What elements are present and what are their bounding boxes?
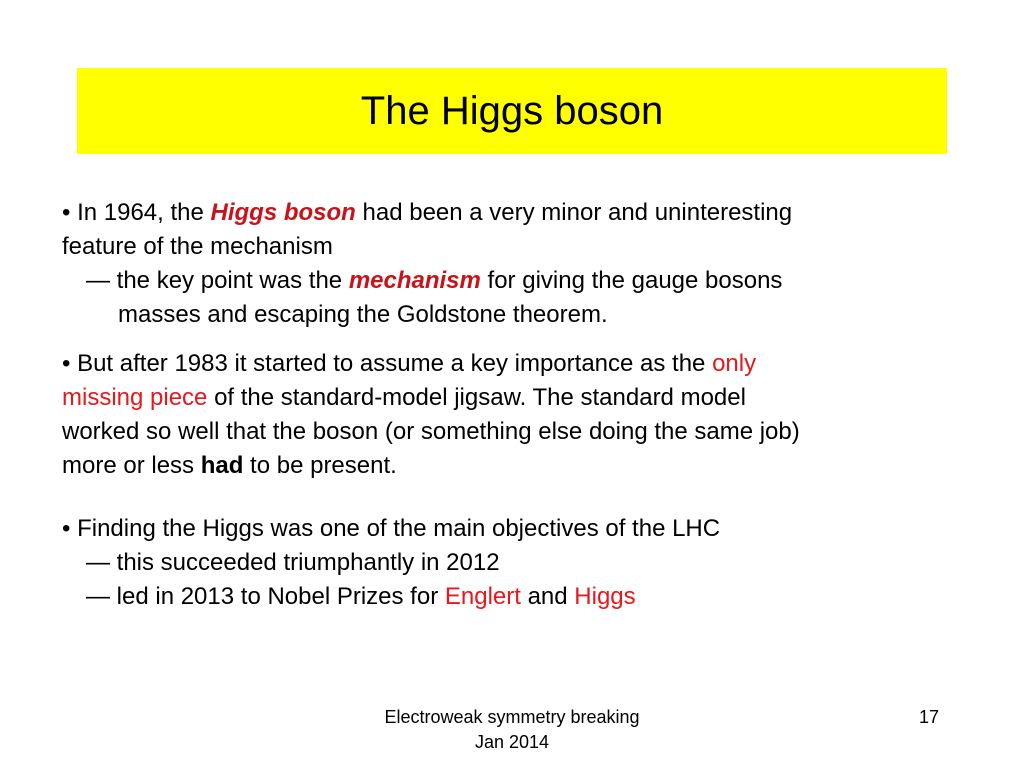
p1-text: had been a very minor and uninteresting bbox=[355, 199, 793, 226]
footer-title: Electroweak symmetry breaking bbox=[384, 707, 640, 727]
p3-line-2: — this succeeded triumphantly in 2012 bbox=[86, 549, 500, 576]
p2-text: to be present. bbox=[243, 452, 397, 479]
footer bbox=[352, 705, 672, 755]
p3-text: — led in 2013 to Nobel Prizes for bbox=[86, 583, 445, 610]
mechanism-emphasis: mechanism bbox=[348, 267, 481, 294]
paragraph-higgs-1964 bbox=[62, 196, 962, 332]
p2-line-4 bbox=[62, 449, 962, 483]
title-banner bbox=[77, 68, 947, 154]
page-number: 17 bbox=[918, 707, 939, 727]
p1-line-4: masses and escaping the Goldstone theorem. bbox=[118, 301, 608, 328]
p1-text: — the key point was the bbox=[86, 267, 349, 294]
p3-text: and bbox=[520, 583, 575, 610]
p1-line-3 bbox=[62, 264, 962, 298]
p2-line-3: worked so well that the boson (or something else doing the same job) bbox=[62, 418, 800, 445]
missing-piece-highlight: missing piece bbox=[62, 384, 208, 411]
englert-highlight: Englert bbox=[444, 583, 521, 610]
had-emphasis: had bbox=[200, 452, 244, 479]
p2-text: • But after 1983 it started to assume a key importance as the bbox=[62, 350, 713, 377]
slide-title: The Higgs boson bbox=[360, 89, 664, 133]
higgs-boson-emphasis: Higgs boson bbox=[210, 199, 356, 226]
higgs-highlight: Higgs bbox=[574, 583, 636, 610]
p2-text: of the standard-model jigsaw. The standard model bbox=[207, 384, 746, 411]
p1-line-2: feature of the mechanism bbox=[62, 233, 333, 260]
p3-line-3 bbox=[62, 580, 962, 614]
p1-text: for giving the gauge bosons bbox=[480, 267, 783, 294]
footer-date: Jan 2014 bbox=[474, 732, 550, 752]
only-highlight: only bbox=[712, 350, 757, 377]
p1-text: • In 1964, the bbox=[62, 199, 211, 226]
paragraph-after-1983 bbox=[62, 347, 962, 483]
p2-line-2 bbox=[62, 381, 962, 415]
paragraph-lhc bbox=[62, 512, 962, 614]
p1-line-1 bbox=[62, 196, 962, 230]
p2-text: more or less bbox=[62, 452, 201, 479]
p2-line-1 bbox=[62, 347, 962, 381]
p3-line-1: • Finding the Higgs was one of the main objectives of the LHC bbox=[62, 515, 721, 542]
